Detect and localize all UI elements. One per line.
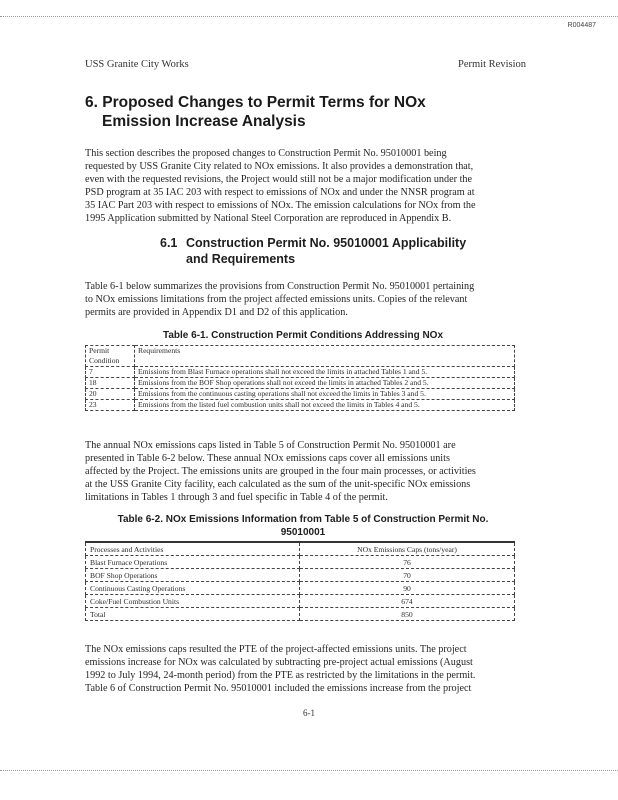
caps-paragraph <box>85 439 521 504</box>
nox-emissions-table <box>85 541 515 621</box>
table-cell: Continuous Casting Operations <box>86 582 300 595</box>
table-cell: Emissions from the continuous casting operations shall not exceed the limits in Tables 3 and 5. <box>135 389 515 400</box>
paragraph-line: permits are provided in Appendix D1 and D2 of this application. <box>85 307 348 318</box>
paragraph-line: limitations in Tables 1 through 3 and fuel specific in Table 4 of the permit. <box>85 492 388 503</box>
table-row <box>86 400 515 411</box>
table-header-row <box>86 542 515 556</box>
column-header: Requirements <box>135 346 515 367</box>
paragraph-line: This section describes the proposed changes to Construction Permit No. 95010001 being <box>85 148 447 159</box>
table-6-1-caption: Table 6-1. Construction Permit Conditions Addressing NOx <box>162 330 444 341</box>
paragraph-line: even with the requested revisions, the Project would still not be a major modification under the <box>85 174 473 185</box>
bottom-dotted-rule <box>0 770 618 771</box>
permit-conditions-table <box>85 345 515 411</box>
caption-line: Table 6-2. NOx Emissions Information from Table 5 of Construction Permit No. <box>117 514 489 525</box>
paragraph-line: at the USS Granite City facility, each calculated as the sum of the unit-specific NOx emissions <box>85 479 471 490</box>
column-header: NOx Emissions Caps (tons/year) <box>300 542 515 556</box>
table-row <box>86 569 515 582</box>
table-cell: Emissions from the listed fuel combustion units shall not exceed the limits in Tables 4 and 5. <box>135 400 515 411</box>
table-cell: 7 <box>86 367 135 378</box>
subsection-paragraph <box>85 280 521 319</box>
paragraph-line: presented in Table 6-2 below. These annual NOx emissions caps cover all emissions units <box>85 453 450 464</box>
section-title-line-1: 6. Proposed Changes to Permit Terms for NOx <box>85 94 426 111</box>
table-cell: 20 <box>86 389 135 400</box>
running-header-right: Permit Revision <box>458 59 526 70</box>
table-row <box>86 582 515 595</box>
table-row <box>86 556 515 569</box>
table-cell: 674 <box>300 595 515 608</box>
column-header: Processes and Activities <box>86 542 300 556</box>
paragraph-line: PSD program at 35 IAC 203 with respect to emissions of NOx and under the NNSR program at <box>85 187 475 198</box>
paragraph-line: The NOx emissions caps resulted the PTE of the project-affected emissions units. The project <box>85 644 467 655</box>
table-cell: 23 <box>86 400 135 411</box>
table-cell: Coke/Fuel Combustion Units <box>86 595 300 608</box>
table-cell: 18 <box>86 378 135 389</box>
table-cell: 850 <box>300 608 515 621</box>
table-cell: Emissions from the BOF Shop operations shall not exceed the limits in attached Tables 2 and 5. <box>135 378 515 389</box>
paragraph-line: requested by USS Granite City related to NOx emissions. It also provides a demonstration that, <box>85 161 474 172</box>
paragraph-line: Table 6 of Construction Permit No. 95010001 included the emissions increase from the project <box>85 683 472 694</box>
table-cell: BOF Shop Operations <box>86 569 300 582</box>
section-title-line-2: Emission Increase Analysis <box>102 113 306 130</box>
subsection-number: 6.1 <box>160 236 178 250</box>
section-title <box>85 93 525 131</box>
table-row <box>86 367 515 378</box>
paragraph-line: emissions increase for NOx was calculated by subtracting pre-project actual emissions (August <box>85 657 473 668</box>
subsection-title-line-2: and Requirements <box>186 252 296 266</box>
pte-paragraph <box>85 643 521 695</box>
paragraph-line: The annual NOx emissions caps listed in Table 5 of Construction Permit No. 95010001 are <box>85 440 456 451</box>
table-row <box>86 378 515 389</box>
subsection-title-line-1: Construction Permit No. 95010001 Applicability <box>186 236 467 250</box>
column-header: Permit Condition <box>86 346 135 367</box>
table-cell: Total <box>86 608 300 621</box>
table-row <box>86 595 515 608</box>
table-6-2-caption <box>85 513 521 539</box>
paragraph-line: Table 6-1 below summarizes the provisions from Construction Permit No. 95010001 pertaining <box>85 281 475 292</box>
paragraph-line: 35 IAC Part 203 with respect to emissions of NOx. The emission calculations for NOx from the <box>85 200 476 211</box>
running-header-left: USS Granite City Works <box>85 59 189 70</box>
table-row <box>86 389 515 400</box>
table-header-row <box>86 346 515 367</box>
table-cell: 90 <box>300 582 515 595</box>
paragraph-line: 1992 to July 1994, 24-month period) from the PTE as restricted by the limitations in the permit. <box>85 670 476 681</box>
table-cell: Blast Furnace Operations <box>86 556 300 569</box>
top-dotted-rule <box>0 16 618 17</box>
paragraph-line: affected by the Project. The emissions units are grouped in the four main processes, or activities <box>85 466 476 477</box>
caption-line: 95010001 <box>280 527 326 538</box>
subsection-title <box>160 235 520 267</box>
table-cell: 70 <box>300 569 515 582</box>
intro-paragraph <box>85 147 521 225</box>
table-cell: 76 <box>300 556 515 569</box>
document-id: R004487 <box>567 22 596 29</box>
page-number: 6-1 <box>303 708 315 718</box>
paragraph-line: 1995 Application submitted by National Steel Corporation are reproduced in Appendix B. <box>85 213 452 224</box>
table-row-total <box>86 608 515 621</box>
paragraph-line: to NOx emissions limitations from the project affected emissions units. Copies of the relevant <box>85 294 468 305</box>
table-cell: Emissions from Blast Furnace operations shall not exceed the limits in attached Tables 1 and 5. <box>135 367 515 378</box>
